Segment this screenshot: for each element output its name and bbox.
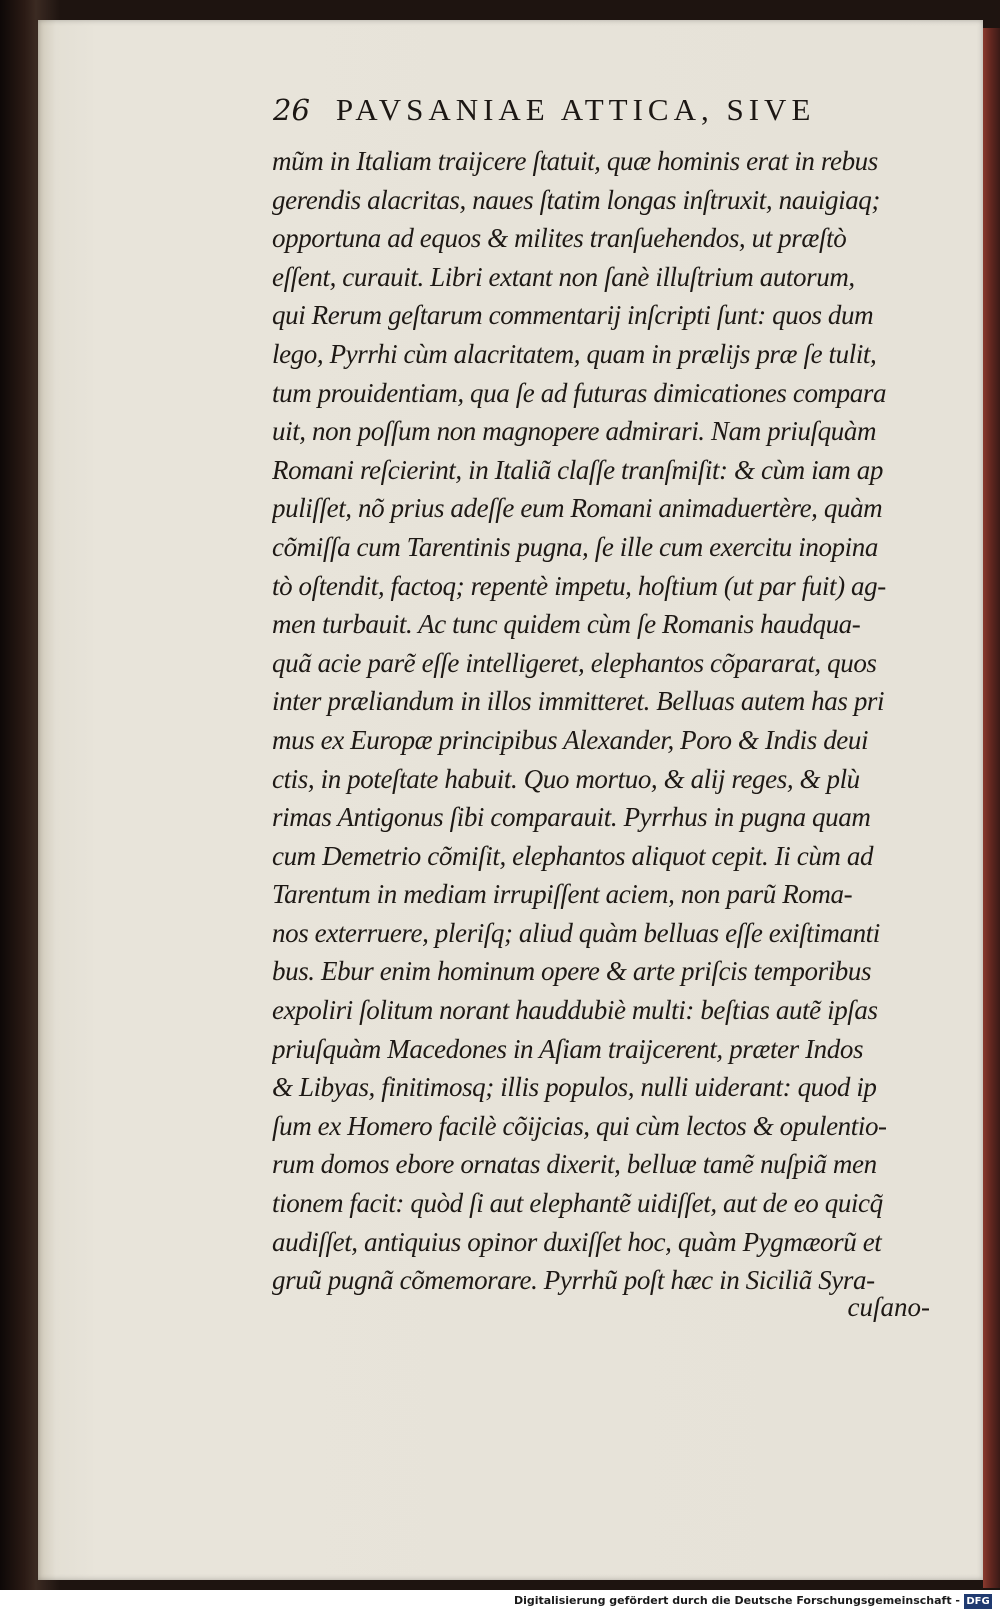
footer-bar (0, 1590, 1000, 1617)
text-line: mũm in Italiam traijcere ſtatuit, quæ hominis erat in rebus (272, 146, 878, 176)
text-line: qui Rerum geſtarum commentarij inſcripti ſunt: quos dum (272, 300, 874, 331)
text-line: eſſent, curauit. Libri extant non ſanè illuſtrium autorum, (272, 261, 855, 292)
digitization-credit: Digitalisierung gefördert durch die Deutsche Forschungsgemeinschaft - (513, 1594, 960, 1607)
text-line: uit, non poſſum non magnopere admirari. Nam priuſquàm (272, 416, 877, 447)
text-line: cum Demetrio cõmiſit, elephantos aliquot cepit. Ii cùm ad (272, 840, 874, 871)
text-line: gruũ pugnã cõmemorare. Pyrrhũ poſt hæc in Siciliã Syra- (272, 1265, 875, 1296)
text-line: puliſſet, nõ prius adeſſe eum Romani animaduertère, quàm (272, 493, 883, 524)
text-line: quã acie parẽ eſſe intelligeret, elephantos cõpararat, quos (272, 647, 877, 678)
text-line: gerendis alacritas, naues ſtatim longas inſtruxit, nauigiaq; (272, 184, 880, 215)
text-line: audiſſet, antiquius opinor duxiſſet hoc, quàm Pygmæorũ et (272, 1226, 882, 1257)
text-line: rimas Antigonus ſibi comparauit. Pyrrhus in pugna quam (272, 802, 871, 833)
text-line: ſum ex Homero facilè cõijcias, qui cùm lectos & opulentio- (272, 1110, 887, 1141)
text-line: rum domos ebore ornatas dixerit, belluæ tamẽ nuſpiã men (272, 1149, 877, 1180)
text-line: ctis, in poteſtate habuit. Quo mortuo, & alij reges, & plù (272, 763, 860, 794)
text-line: men turbauit. Ac tunc quidem cùm ſe Romanis haudqua- (272, 609, 861, 640)
text-line: priuſquàm Macedones in Aſiam traijcerent, præter Indos (272, 1033, 864, 1064)
text-line: opportuna ad equos & milites tranſuehendos, ut præſtò (272, 223, 847, 254)
text-line: expoliri ſolitum norant hauddubiè multi: beſtias autẽ ipſas (272, 995, 878, 1026)
dfg-logo: DFG (964, 1594, 992, 1609)
text-line: Romani reſcierint, in Italiã claſſe tranſmiſit: & cùm iam ap (272, 454, 883, 485)
text-line: inter præliandum in illos immitteret. Belluas autem has pri (272, 686, 885, 717)
text-line: cõmiſſa cum Tarentinis pugna, ſe ille cum exercitu inopina (272, 531, 878, 562)
text-line: mus ex Europæ principibus Alexander, Poro & Indis deui (272, 724, 869, 755)
text-line: tionem facit: quòd ſi aut elephantẽ uidiſſet, aut de eo quicq̃ (272, 1188, 883, 1219)
text-line: tum prouidentiam, qua ſe ad futuras dimicationes compara (272, 377, 887, 408)
book-edge (983, 28, 1000, 1588)
text-line: nos exterruere, pleriſq; aliud quàm belluas eſſe exiſtimanti (272, 917, 880, 948)
page-header (273, 92, 913, 138)
page-number: 26 (273, 93, 310, 127)
text-line: tò oſtendit, factoq; repentè impetu, hoſtium (ut par fuit) ag- (272, 570, 886, 601)
running-head: PAVSANIAE ATTICA, SIVE (335, 92, 816, 127)
text-line: & Libyas, finitimosq; illis populos, nulli uiderant: quod ip (272, 1072, 877, 1103)
text-line: Tarentum in mediam irrupiſſent aciem, non parũ Roma- (272, 879, 853, 910)
catchword: cuſano- (847, 1292, 930, 1322)
text-line: lego, Pyrrhi cùm alacritatem, quam in prælijs præ ſe tulit, (272, 338, 877, 369)
text-line: bus. Ebur enim hominum opere & arte priſcis temporibus (272, 956, 872, 987)
body-text (272, 142, 958, 1300)
